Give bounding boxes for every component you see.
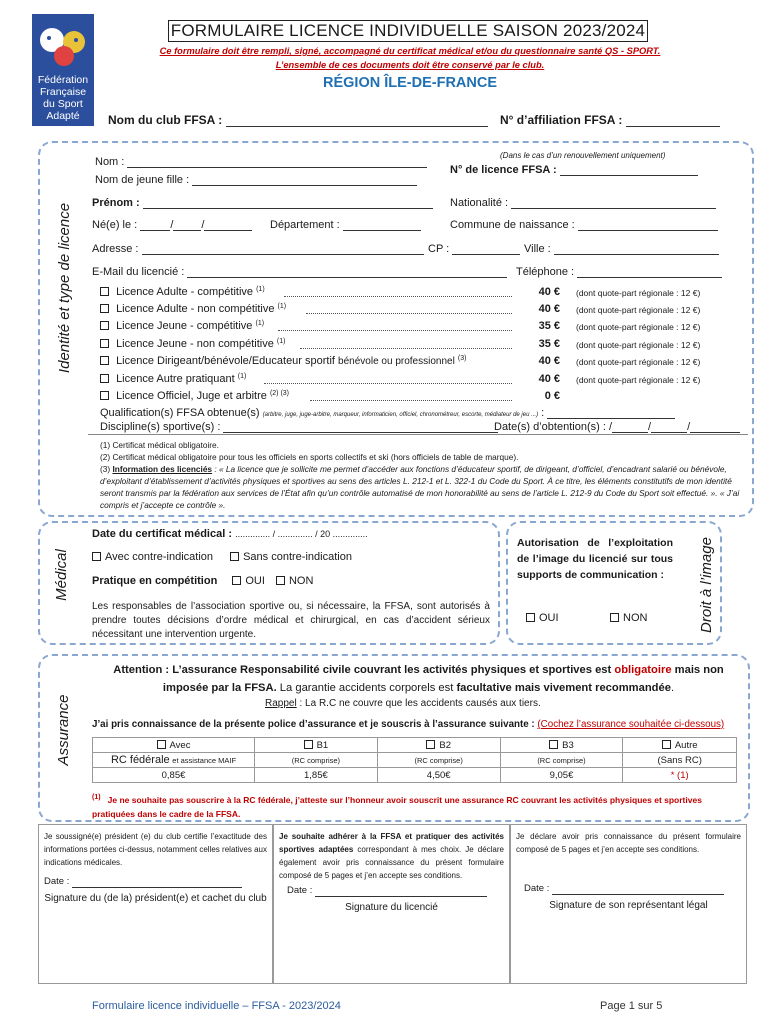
renewal-note: (Dans le cas d’un renouvellement uniquement): [500, 151, 666, 160]
licensee-statement: Je souhaite adhérer à la FFSA et pratiquer des activités sportives adaptées correspondant à mes choix. Je déclare également avoir pris connaissance du présent formulaire composé de 5 pages et j’en accepte ses conditions.: [279, 832, 504, 880]
nationality-field[interactable]: [450, 197, 716, 209]
licence-number-field[interactable]: [450, 164, 698, 176]
checkbox[interactable]: [157, 740, 166, 749]
footnote-3: (3) Information des licenciés : « La licence que je sollicite me permet d’accéder aux fonctions d’éducateur sportif, de dirigeant, d’officiel, d’encadrant salarié ou bénévole, d’exploitant d’établissement d’activités physiques et sportives au sens des articles L. 212-1 et L. 322-1 du Code du Sport. À ce titre, les éléments constitutifs de mon identité seront transmis par la fédération aux services de l’État afin qu’un contrôle automatisé de mon honorabilité au sens de l’article L. 212-9 du Code du Sport soit effectué. ». « J’ai compris et j’accepte ce contrôle ».: [100, 464, 740, 510]
competition-non-option[interactable]: NON: [276, 575, 313, 587]
checkbox[interactable]: [426, 740, 435, 749]
insurance-option[interactable]: Autre: [623, 738, 737, 753]
affiliation-label: N° d’affiliation FFSA :: [500, 113, 623, 127]
certificate-date-label: Date du certificat médical :: [92, 528, 232, 540]
insurance-footnote: $^{(1)}$ Je ne souhaite pas souscrire à la RC fédérale, j’atteste sur l’honneur avoir souscrit une assurance RC couvrant les activités physiques et sportives pratiquées dans le cadre de la FFSA.: [92, 794, 702, 819]
insurance-option[interactable]: B2: [377, 738, 500, 753]
licence-price: 40 €: [538, 355, 560, 367]
licence-option[interactable]: Licence Officiel, Juge et arbitre $^{(2) (3)}$: [100, 390, 289, 402]
club-name-label: Nom du club FFSA :: [108, 113, 223, 127]
footnote-2: (2) Certificat médical obligatoire pour tous les officiels en sports collectifs et ski (hors officiels de table de marque).: [100, 452, 519, 462]
president-date[interactable]: Date :: [44, 875, 267, 888]
licence-note: (dont quote-part régionale : 12 €): [576, 305, 701, 315]
insurance-side-label: Assurance: [55, 694, 72, 766]
maiden-name-field[interactable]: [95, 174, 417, 186]
licence-option[interactable]: Licence Jeune - compétitive $^{(1)}$: [100, 320, 264, 332]
guardian-signature-box[interactable]: [510, 824, 747, 984]
prenom-line[interactable]: [143, 208, 433, 209]
address-line[interactable]: [142, 254, 424, 255]
insurance-option[interactable]: B3: [500, 738, 623, 753]
departement-line[interactable]: [343, 230, 421, 231]
insurance-option-row: [93, 738, 737, 753]
logo-text-line: Française: [39, 86, 87, 98]
logo-text-line: Fédération: [37, 74, 89, 86]
divider: [88, 434, 748, 435]
region-heading: RÉGION ÎLE-DE-FRANCE: [323, 75, 497, 91]
licence-option[interactable]: Licence Jeune - non compétitive $^{(1)}$: [100, 338, 285, 350]
postal-code-line[interactable]: [452, 254, 520, 255]
birth-commune-label: Commune de naissance :: [450, 219, 575, 231]
obtention-date-field[interactable]: Date(s) d’obtention(s) : / / /: [494, 421, 740, 433]
page-number: Page 1 sur 5: [600, 1000, 663, 1012]
insurance-detail-row: [93, 753, 737, 768]
licence-number-line[interactable]: [560, 175, 698, 176]
checkbox[interactable]: [610, 613, 619, 622]
licence-price: 35 €: [538, 320, 560, 332]
footer-title: Formulaire licence individuelle – FFSA - 2023/2024: [92, 1000, 341, 1012]
maiden-name-label: Nom de jeune fille :: [95, 174, 190, 186]
qualification-detail: (arbitre, juge, juge-arbitre, marqueur, informaticien, officiel, chronométreur, escorte, médiateur de jeu ...): [262, 412, 539, 418]
email-field[interactable]: [92, 266, 507, 278]
image-rights-text: Autorisation de l’exploitation de l’image du licencié sur tous supports de communication :: [517, 537, 673, 581]
table-cell: 1,85€: [255, 768, 378, 783]
licence-note: (dont quote-part régionale : 12 €): [576, 322, 701, 332]
licence-price: 35 €: [538, 338, 560, 350]
phone-field[interactable]: [516, 266, 722, 278]
checkbox[interactable]: [304, 740, 313, 749]
insurance-attention: Attention : L’assurance Responsabilité civile couvrant les activités physiques et sportives est obligatoire mais non imposée par la FFSA. La garantie accidents corporels est facultative mais vivement recommandée.: [113, 664, 724, 694]
qualification-line[interactable]: [547, 418, 675, 419]
avec-option[interactable]: Avec contre-indication: [92, 551, 213, 563]
discipline-label: Discipline(s) sportive(s) :: [100, 421, 221, 433]
city-line[interactable]: [554, 254, 719, 255]
guardian-statement: Je déclare avoir pris connaissance du présent formulaire composé de 5 pages et j’en accepte ses conditions.: [516, 832, 741, 854]
image-rights-side-label: Droit à l’image: [698, 537, 715, 633]
licensee-date[interactable]: Date :: [279, 884, 504, 897]
club-name-field[interactable]: [108, 113, 488, 127]
table-cell: (Sans RC): [623, 753, 737, 768]
insurance-price-row: [93, 768, 737, 783]
affiliation-line[interactable]: [626, 126, 720, 127]
president-signature-label: Signature du (de la) président(e) et cachet du club: [44, 893, 267, 904]
checkbox[interactable]: [526, 613, 535, 622]
ffsa-logo: [32, 14, 94, 126]
birth-commune-line[interactable]: [578, 230, 718, 231]
checkbox[interactable]: [662, 740, 671, 749]
medical-side-label: Médical: [53, 549, 70, 601]
birth-commune-field[interactable]: [450, 219, 718, 231]
licence-option[interactable]: Licence Dirigeant/bénévole/Educateur sportif bénévole ou professionnel $^{(3)}$: [100, 355, 466, 367]
footnote-1: (1) Certificat médical obligatoire.: [100, 440, 219, 450]
licence-footnotes: [100, 439, 750, 511]
table-cell: 4,50€: [377, 768, 500, 783]
licensee-signature-box[interactable]: [273, 824, 510, 984]
form-subtitle: [100, 44, 720, 72]
city-label: Ville :: [524, 243, 551, 255]
licence-option[interactable]: Licence Autre pratiquant $^{(1)}$: [100, 373, 246, 385]
licence-option[interactable]: Licence Adulte - compétitive $^{(1)}$: [100, 286, 265, 298]
licence-price: 0 €: [544, 390, 560, 402]
qualification-field[interactable]: Qualification(s) FFSA obtenue(s) (arbitre, juge, juge-arbitre, marqueur, informaticien, officiel, chronométreur, escorte, médiateur de jeu ...) :: [100, 407, 675, 419]
table-cell: RC fédérale et assistance MAIF: [93, 753, 255, 768]
nationality-label: Nationalité :: [450, 197, 509, 209]
certificate-date-fill[interactable]: .............. / .............. / 20 ..............: [235, 529, 368, 539]
checkbox[interactable]: [100, 304, 109, 313]
email-label: E-Mail du licencié :: [92, 266, 185, 278]
licence-price: 40 €: [538, 286, 560, 298]
licence-note: (dont quote-part régionale : 12 €): [576, 375, 701, 385]
table-cell: 0,85€: [93, 768, 255, 783]
logo-text-line: du Sport: [43, 98, 83, 110]
image-oui-option[interactable]: OUI: [526, 612, 559, 624]
phone-line[interactable]: [577, 277, 722, 278]
table-cell: 9,05€: [500, 768, 623, 783]
sans-option[interactable]: Sans contre-indication: [230, 551, 352, 563]
table-cell: (RC comprise): [255, 753, 378, 768]
president-signature-box[interactable]: [38, 824, 273, 984]
prenom-field[interactable]: [92, 197, 433, 209]
logo-text-line: Adapté: [46, 110, 80, 122]
licence-number-label: N° de licence FFSA :: [450, 164, 557, 176]
nationality-line[interactable]: [511, 208, 716, 209]
birthdate-field[interactable]: Né(e) le : / /: [92, 219, 252, 231]
postal-code-field[interactable]: [428, 243, 520, 255]
licence-price: 40 €: [538, 373, 560, 385]
nom-field[interactable]: [95, 156, 427, 168]
qualification-label: Qualification(s) FFSA obtenue(s): [100, 407, 260, 419]
checkbox[interactable]: [100, 287, 109, 296]
checkbox[interactable]: [276, 576, 285, 585]
obtention-date-label: Date(s) d’obtention(s) :: [494, 421, 606, 433]
checkbox[interactable]: [100, 339, 109, 348]
address-label: Adresse :: [92, 243, 139, 255]
club-name-line[interactable]: [226, 126, 488, 127]
certificate-date-field[interactable]: [92, 528, 368, 540]
checkbox[interactable]: [100, 374, 109, 383]
departement-label: Département :: [270, 219, 340, 231]
competition-label: Pratique en compétition: [92, 575, 218, 587]
checkbox[interactable]: [549, 740, 558, 749]
licensee-signature-label: Signature du licencié: [345, 902, 438, 913]
guardian-date[interactable]: Date :: [516, 882, 741, 895]
prenom-label: Prénom :: [92, 197, 140, 209]
checkbox[interactable]: [230, 552, 239, 561]
table-cell: (RC comprise): [500, 753, 623, 768]
phone-label: Téléphone :: [516, 266, 575, 278]
contraindication-options: [92, 551, 352, 563]
checkbox[interactable]: [100, 356, 109, 365]
competition-options: [92, 575, 313, 587]
insurance-table: [92, 737, 737, 783]
image-non-option[interactable]: NON: [610, 612, 647, 624]
insurance-option[interactable]: B1: [255, 738, 378, 753]
affiliation-field[interactable]: [500, 113, 720, 127]
discipline-line[interactable]: [223, 432, 498, 433]
address-field[interactable]: [92, 243, 424, 255]
departement-field[interactable]: [270, 219, 421, 231]
insurance-choice-intro: J’ai pris connaissance de la présente police d’assurance et je souscris à l’assurance suivante : (Cochez l’assurance souhaitée ci-dessous): [92, 719, 725, 730]
checkbox[interactable]: [100, 321, 109, 330]
discipline-field[interactable]: [100, 421, 498, 433]
form-title: FORMULAIRE LICENCE INDIVIDUELLE SAISON 2023/2024: [168, 20, 648, 42]
insurance-option[interactable]: Avec: [93, 738, 255, 753]
competition-oui-option[interactable]: OUI: [232, 575, 265, 587]
nom-line[interactable]: [127, 167, 427, 168]
licence-note: (dont quote-part régionale : 12 €): [576, 357, 701, 367]
city-field[interactable]: [524, 243, 719, 255]
table-cell: (RC comprise): [377, 753, 500, 768]
subtitle-line-2: L’ensemble de ces documents doit être conservé par le club.: [275, 60, 545, 70]
maiden-name-line[interactable]: [192, 185, 417, 186]
licence-option[interactable]: Licence Adulte - non compétitive $^{(1)}$: [100, 303, 286, 315]
checkbox[interactable]: [92, 552, 101, 561]
licence-note: (dont quote-part régionale : 12 €): [576, 288, 701, 298]
licence-price: 40 €: [538, 303, 560, 315]
birthdate-label: Né(e) le :: [92, 219, 138, 231]
email-line[interactable]: [187, 277, 507, 278]
president-statement: Je soussigné(e) président (e) du club certifie l’exactitude des informations portées ci-dessus, notamment celles relatives aux indications médicales.: [44, 832, 267, 867]
checkbox[interactable]: [232, 576, 241, 585]
subtitle-line-1: Ce formulaire doit être rempli, signé, accompagné du certificat médical et/ou du questionnaire santé QS - SPORT.: [159, 46, 661, 56]
nom-label: Nom :: [95, 156, 125, 168]
checkbox[interactable]: [100, 391, 109, 400]
identity-side-label: Identité et type de licence: [56, 202, 73, 374]
ffsa-mascot-icon: [34, 20, 92, 76]
licence-note: (dont quote-part régionale : 12 €): [576, 340, 701, 350]
insurance-reminder: Rappel : La R.C ne couvre que les accidents causés aux tiers.: [265, 698, 541, 709]
table-cell: * (1): [623, 768, 737, 783]
postal-code-label: CP :: [428, 243, 450, 255]
guardian-signature-label: Signature de son représentant légal: [549, 900, 708, 911]
medical-authorization-text: Les responsables de l’association sportive ou, si nécessaire, la FFSA, sont autorisés à prendre toutes décisions d’ordre médical et chirurgical, en cas d’accident sérieux nécessitant une intervention urgente.: [92, 601, 490, 640]
